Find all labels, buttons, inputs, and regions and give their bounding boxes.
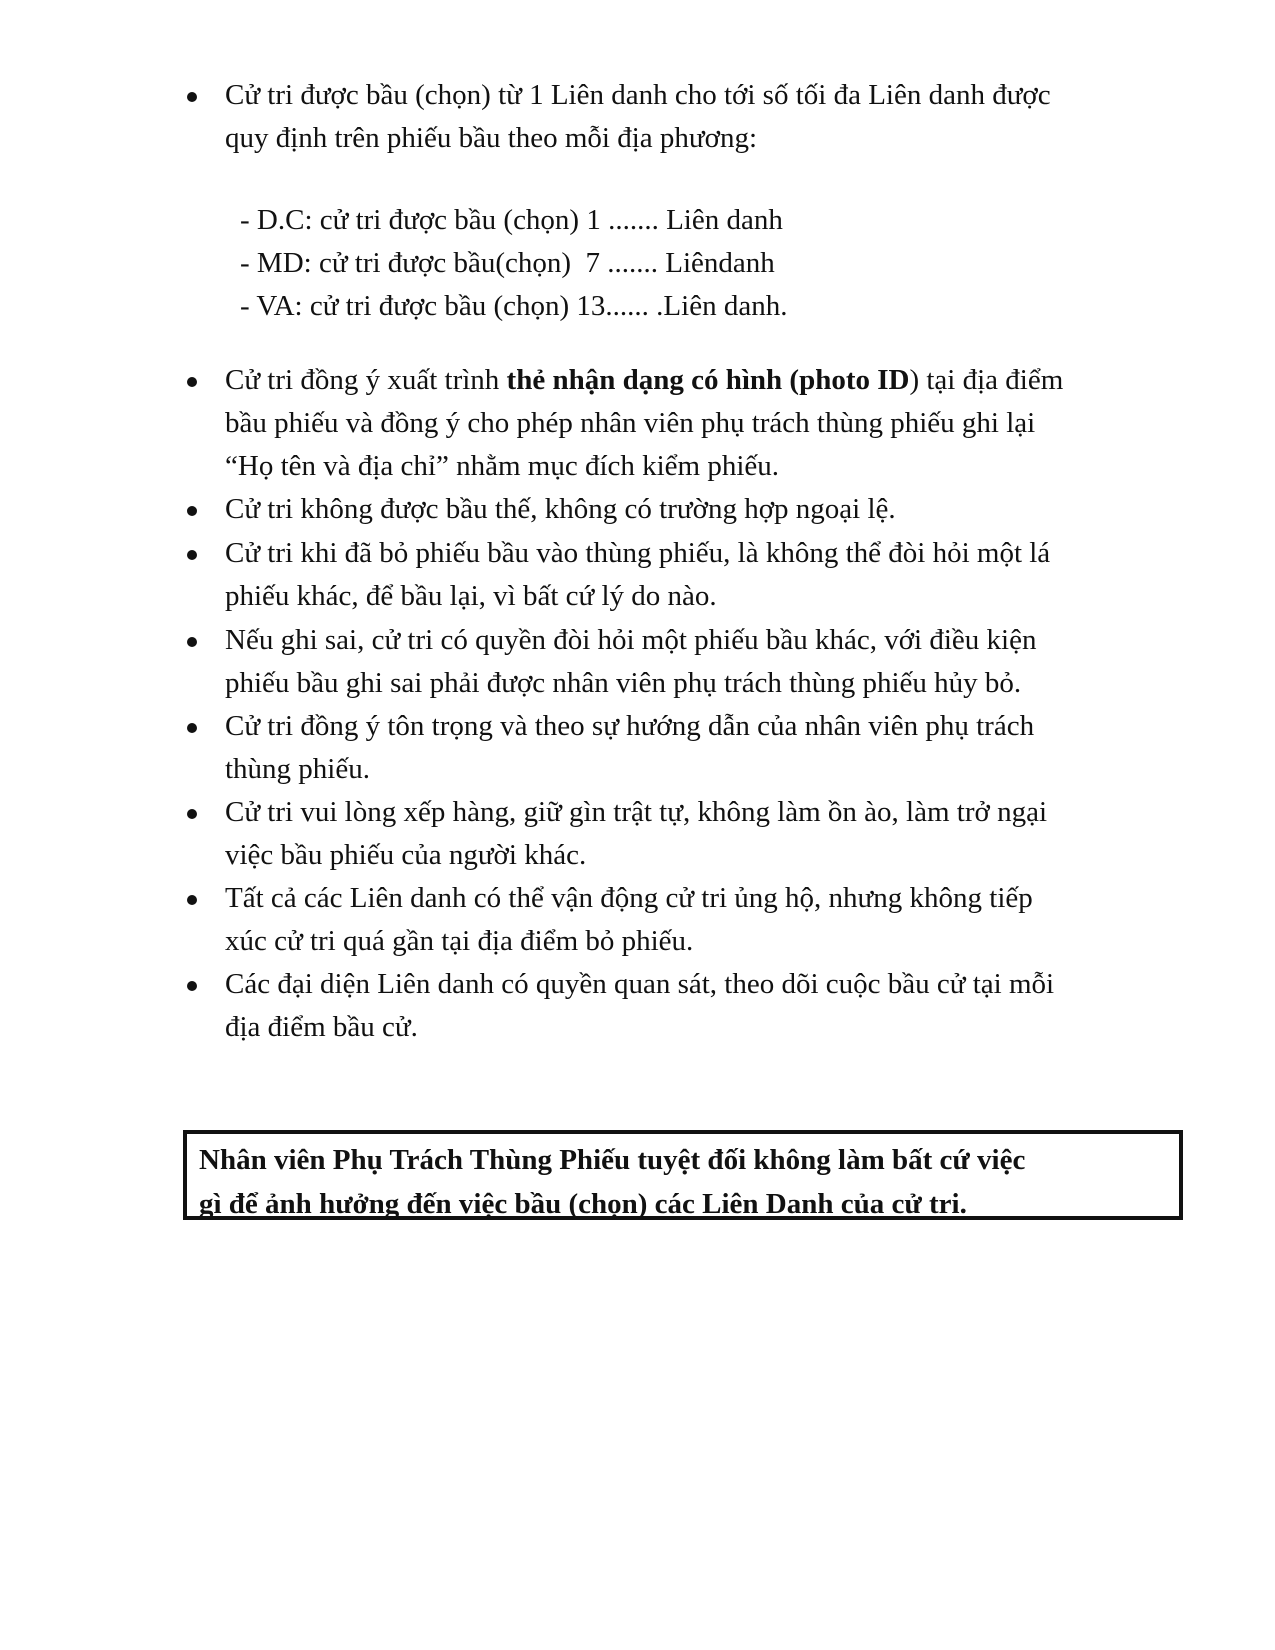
list-item-text: Nếu ghi sai, cử tri có quyền đòi hỏi một phiếu bầu khác, với điều kiện bbox=[225, 624, 1037, 656]
list-item bbox=[225, 705, 1205, 791]
list-item-text: quy định trên phiếu bầu theo mỗi địa phương: bbox=[225, 122, 758, 154]
bullet-icon bbox=[187, 723, 197, 733]
notice-text: Nhân viên Phụ Trách Thùng Phiếu tuyệt đối không làm bất cứ việc bbox=[199, 1144, 1026, 1176]
bullet-icon bbox=[187, 809, 197, 819]
bullet-icon bbox=[187, 506, 197, 516]
bullet-icon bbox=[187, 377, 197, 387]
list-item bbox=[225, 791, 1205, 877]
sublist-item-md: - MD: cử tri được bầu(chọn) 7 ....... Liêndanh bbox=[240, 247, 775, 279]
list-item-text-pre: Cử tri đồng ý xuất trình bbox=[225, 364, 507, 396]
bullet-icon bbox=[187, 550, 197, 560]
bullet-icon bbox=[187, 895, 197, 905]
notice-text: gì để ảnh hưởng đến việc bầu (chọn) các Liên Danh của cử tri. bbox=[199, 1188, 967, 1220]
list-item-text: Cử tri khi đã bỏ phiếu bầu vào thùng phiếu, là không thể đòi hỏi một lá bbox=[225, 537, 1051, 569]
list-item-text: phiếu khác, để bầu lại, vì bất cứ lý do nào. bbox=[225, 580, 717, 612]
list-item bbox=[225, 359, 1205, 488]
bullet-icon bbox=[187, 92, 197, 102]
sublist-item-va: - VA: cử tri được bầu (chọn) 13...... .Liên danh. bbox=[240, 290, 788, 322]
sublist-item-dc: - D.C: cử tri được bầu (chọn) 1 ....... Liên danh bbox=[240, 204, 783, 236]
list-item-text: việc bầu phiếu của người khác. bbox=[225, 839, 587, 871]
list-item bbox=[225, 619, 1205, 705]
list-item bbox=[225, 877, 1205, 963]
list-item-text-post: ) tại địa điểm bbox=[909, 364, 1064, 396]
list-item bbox=[225, 963, 1205, 1049]
list-item-text: bầu phiếu và đồng ý cho phép nhân viên phụ trách thùng phiếu ghi lại bbox=[225, 407, 1036, 439]
list-item-text-bold: thẻ nhận dạng có hình (photo ID bbox=[506, 364, 910, 396]
list-item-text: Cử tri được bầu (chọn) từ 1 Liên danh cho tới số tối đa Liên danh được bbox=[225, 79, 1051, 111]
list-item-text: Cử tri không được bầu thế, không có trường hợp ngoại lệ. bbox=[225, 493, 896, 525]
list-item-text: Cử tri đồng ý tôn trọng và theo sự hướng dẫn của nhân viên phụ trách bbox=[225, 710, 1035, 742]
bullet-icon bbox=[187, 637, 197, 647]
list-item-text: địa điểm bầu cử. bbox=[225, 1011, 418, 1043]
list-item-text: phiếu bầu ghi sai phải được nhân viên phụ trách thùng phiếu hủy bỏ. bbox=[225, 667, 1022, 699]
list-item bbox=[225, 74, 1205, 160]
list-item-text: thùng phiếu. bbox=[225, 753, 370, 785]
list-item-text: Các đại diện Liên danh có quyền quan sát, theo dõi cuộc bầu cử tại mỗi bbox=[225, 968, 1055, 1000]
list-item-text: Tất cả các Liên danh có thể vận động cử tri ủng hộ, nhưng không tiếp bbox=[225, 882, 1033, 914]
bullet-icon bbox=[187, 981, 197, 991]
notice-box bbox=[183, 1130, 1183, 1220]
list-item bbox=[225, 488, 1205, 531]
list-item bbox=[225, 532, 1205, 618]
list-item-text bbox=[225, 359, 1205, 402]
list-item-text: Cử tri vui lòng xếp hàng, giữ gìn trật tự, không làm ồn ào, làm trở ngại bbox=[225, 796, 1048, 828]
list-item-text: xúc cử tri quá gần tại địa điểm bỏ phiếu. bbox=[225, 925, 694, 957]
list-item-text: “Họ tên và địa chỉ” nhằm mục đích kiểm phiếu. bbox=[225, 450, 780, 482]
